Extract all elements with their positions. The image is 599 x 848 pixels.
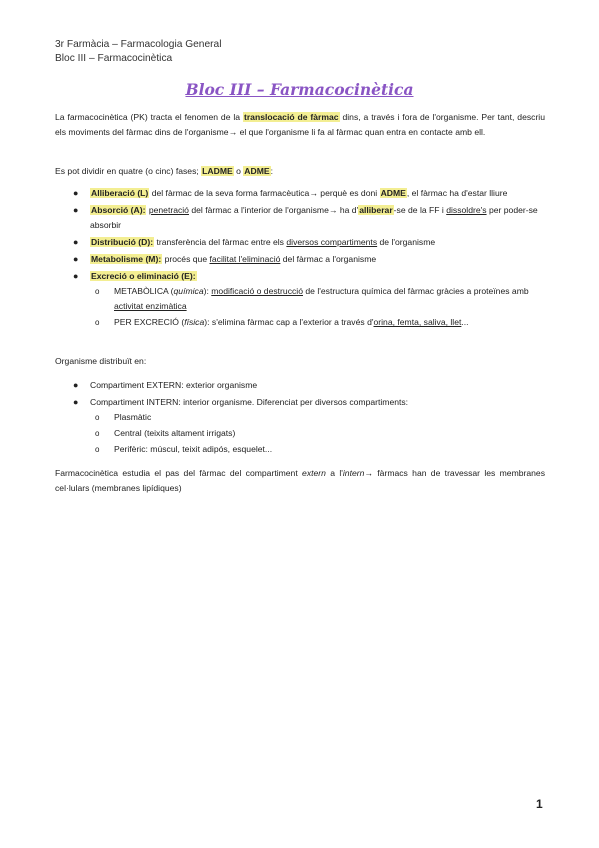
- phases-intro-or: o: [233, 166, 244, 176]
- internal-sublist: [90, 410, 545, 457]
- underlined-term: dissoldre's: [446, 205, 487, 215]
- list-item: [55, 284, 545, 314]
- bullet-icon: ●: [73, 237, 79, 247]
- organism-intro: Organisme distribuït en:: [55, 356, 147, 366]
- bullet-icon: ●: [73, 254, 79, 264]
- underlined-term: penetració: [148, 205, 189, 215]
- phase-text: del fàrmac de la seva forma farmacèutica→ perquè es doni: [149, 188, 380, 198]
- highlight-alliberar: alliberar: [359, 205, 393, 215]
- underlined-term: diversos compartiments: [286, 237, 378, 247]
- sub-text: Plasmàtic: [114, 412, 152, 422]
- intro-text: La farmacocinètica (PK) tracta el fenomen de la: [55, 112, 243, 122]
- phase-text: procés que: [162, 254, 210, 264]
- underlined-term: modificació o destrucció: [211, 286, 303, 296]
- list-item: [55, 395, 545, 457]
- header-block: Bloc III – Farmacocinètica: [55, 52, 173, 64]
- intro-paragraph: [55, 110, 545, 140]
- sub-text: PER EXCRECIÓ (: [114, 317, 185, 327]
- phase-text: del fàrmac a l'interior de l'organisme→ ha d': [188, 205, 359, 215]
- phases-intro-colon: :: [270, 166, 273, 176]
- phase-label: Alliberació (L): [91, 188, 149, 198]
- bullet-icon: ●: [73, 205, 79, 215]
- underlined-term: activitat enzimàtica: [114, 301, 187, 311]
- page-title: Bloc III – Farmacocinètica: [185, 80, 414, 99]
- excretion-sublist: [90, 284, 545, 330]
- conclusion-text: a l': [325, 468, 343, 478]
- list-item: [55, 203, 545, 233]
- bullet-icon: ●: [73, 271, 79, 281]
- list-item: [55, 442, 545, 457]
- list-item: [55, 252, 545, 267]
- phase-text: transferència del fàrmac entre els: [154, 237, 287, 247]
- list-item: [55, 315, 545, 330]
- circle-bullet-icon: o: [95, 318, 100, 327]
- sub-text: ):: [203, 286, 212, 296]
- phases-intro-text: Es pot dividir en quatre (o cinc) fases;: [55, 166, 202, 176]
- circle-bullet-icon: o: [95, 287, 100, 296]
- underlined-term: facilitat l'eliminació: [209, 254, 281, 264]
- bullet-icon: ●: [73, 397, 79, 407]
- sub-text: de l'estructura química del fàrmac gràcies a proteïnes amb: [302, 286, 529, 296]
- phase-text: , el fàrmac ha d'estar lliure: [406, 188, 508, 198]
- highlight-translocacio: translocació de fàrmac: [243, 112, 339, 122]
- compartments-list: [55, 378, 545, 459]
- phase-label: Absorció (A):: [91, 205, 146, 215]
- circle-bullet-icon: o: [95, 429, 100, 438]
- bullet-icon: ●: [73, 188, 79, 198]
- sub-text: ): s'elimina fàrmac cap a l'exterior a través d': [204, 317, 374, 327]
- conclusion-paragraph: [55, 466, 545, 496]
- highlight-ladme: LADME: [202, 166, 233, 176]
- phase-text: -se de la FF i: [393, 205, 447, 215]
- list-item: [55, 269, 545, 330]
- sub-text: Central (teixits altament irrigats): [114, 428, 236, 438]
- phase-text: del fàrmac a l'organisme: [280, 254, 377, 264]
- list-item: [55, 235, 545, 250]
- phase-text: de l'organisme: [377, 237, 436, 247]
- phases-intro: [55, 164, 545, 179]
- sub-text: METABÒLICA (: [114, 286, 174, 296]
- phase-label: Distribució (D):: [91, 237, 154, 247]
- phase-label: Excreció o eliminació (E):: [91, 271, 196, 281]
- italic-term: extern: [302, 468, 326, 478]
- compartment-text: Compartiment INTERN: interior organisme. Diferenciat per diversos compartiments:: [90, 397, 409, 407]
- phase-text: per poder-se absorbir: [90, 205, 538, 230]
- sub-italic: química: [173, 286, 204, 296]
- page-number: 1: [536, 797, 543, 811]
- circle-bullet-icon: o: [95, 445, 100, 454]
- phases-list: [55, 186, 545, 332]
- sub-text: ...: [461, 317, 469, 327]
- sub-italic: física: [184, 317, 205, 327]
- phase-label: Metabolisme (M):: [91, 254, 162, 264]
- circle-bullet-icon: o: [95, 413, 100, 422]
- list-item: [55, 426, 545, 441]
- bullet-icon: ●: [73, 380, 79, 390]
- list-item: [55, 186, 545, 201]
- page-header: [55, 38, 221, 65]
- highlight-adme: ADME: [244, 166, 270, 176]
- header-course: 3r Farmàcia – Farmacologia General: [55, 39, 222, 50]
- conclusion-text: Farmacocinètica estudia el pas del fàrmac del compartiment: [55, 468, 303, 478]
- highlight-adme: ADME: [380, 188, 406, 198]
- list-item: [55, 410, 545, 425]
- italic-term: intern: [342, 468, 365, 478]
- list-item: [55, 378, 545, 393]
- compartment-text: Compartiment EXTERN: exterior organisme: [90, 380, 258, 390]
- intro-text-rest: dins, a través i fora de l'organisme. Per tant, descriu els moviments del fàrmac dins de l'organisme→ el que l'organisme li fa al fàrmac quan entra en contacte amb ell.: [55, 112, 545, 137]
- sub-text: Perifèric: múscul, teixit adipós, esquelet...: [114, 444, 273, 454]
- conclusion-text: → fàrmacs han de travessar les membranes cel·lulars (membranes lipídiques): [55, 468, 545, 493]
- underlined-term: orina, femta, saliva, llet: [373, 317, 462, 327]
